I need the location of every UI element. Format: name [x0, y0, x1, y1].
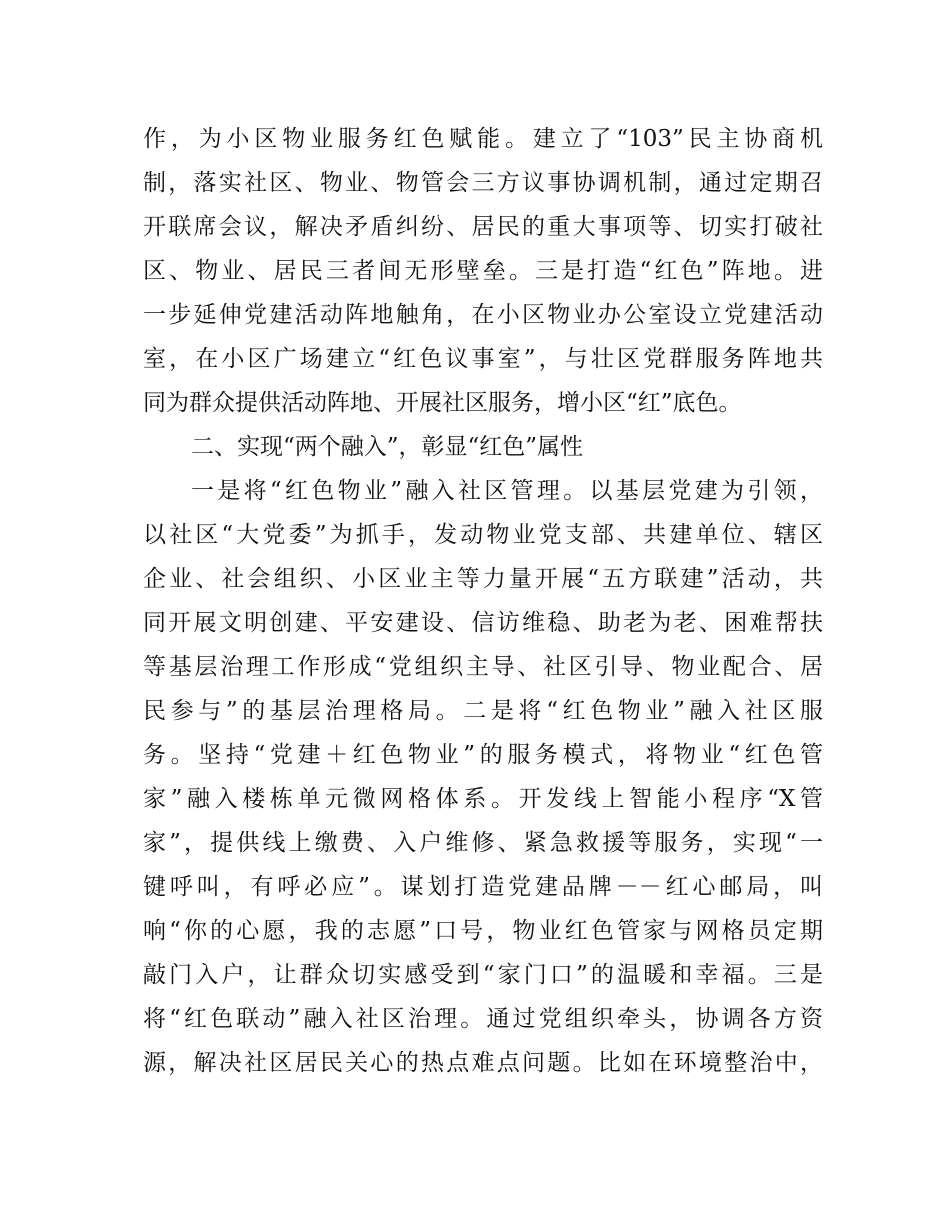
text-line: 一步延伸党建活动阵地触角，在小区物业办公室设立党建活动	[143, 302, 823, 328]
text-line: 务。坚持“党建＋红色物业”的服务模式，将物业“红色管	[143, 742, 823, 768]
body-text	[143, 117, 823, 1085]
text-line: 一是将“红色物业”融入社区管理。以基层党建为引领，	[191, 478, 823, 504]
text-line: 等基层治理工作形成“党组织主导、社区引导、物业配合、居	[143, 654, 823, 680]
text-line: 敲门入户，让群众切实感受到“家门口”的温暖和幸福。三是	[143, 962, 823, 988]
text-line: 同开展文明创建、平安建设、信访维稳、助老为老、困难帮扶	[143, 610, 823, 636]
text-line: 制，落实社区、物业、物管会三方议事协调机制，通过定期召	[143, 170, 823, 196]
text-line: 同为群众提供活动阵地、开展社区服务，增小区“红”底色。	[143, 390, 742, 416]
text-line: 室，在小区广场建立“红色议事室”，与壮区党群服务阵地共	[143, 346, 823, 372]
section-heading	[143, 425, 823, 469]
text-line: 响“你的心愿，我的志愿”口号，物业红色管家与网格员定期	[143, 918, 823, 944]
text-line: 开联席会议，解决矛盾纠纷、居民的重大事项等、切实打破社	[143, 214, 823, 240]
heading-line: 二、实现“两个融入”，彰显“红色”属性	[191, 434, 584, 460]
paragraph-1	[143, 117, 823, 425]
text-line: 区、物业、居民三者间无形壁垒。三是打造“红色”阵地。进	[143, 258, 823, 284]
text-line: 家”融入楼栋单元微网格体系。开发线上智能小程序“X管	[143, 786, 823, 812]
paragraph-3	[143, 469, 823, 1085]
text-line: 键呼叫，有呼必应”。谋划打造党建品牌－－红心邮局，叫	[143, 874, 823, 900]
text-line: 以社区“大党委”为抓手，发动物业党支部、共建单位、辖区	[143, 522, 823, 548]
text-line: 家”，提供线上缴费、入户维修、紧急救援等服务，实现“一	[143, 830, 823, 856]
text-line: 将“红色联动”融入社区治理。通过党组织牵头，协调各方资	[143, 1006, 823, 1032]
text-line: 企业、社会组织、小区业主等力量开展“五方联建”活动，共	[143, 566, 823, 592]
text-line: 民参与”的基层治理格局。二是将“红色物业”融入社区服	[143, 698, 823, 724]
text-line: 作，为小区物业服务红色赋能。建立了“103”民主协商机	[143, 126, 823, 152]
text-line: 源，解决社区居民关心的热点难点问题。比如在环境整治中，	[143, 1050, 823, 1076]
